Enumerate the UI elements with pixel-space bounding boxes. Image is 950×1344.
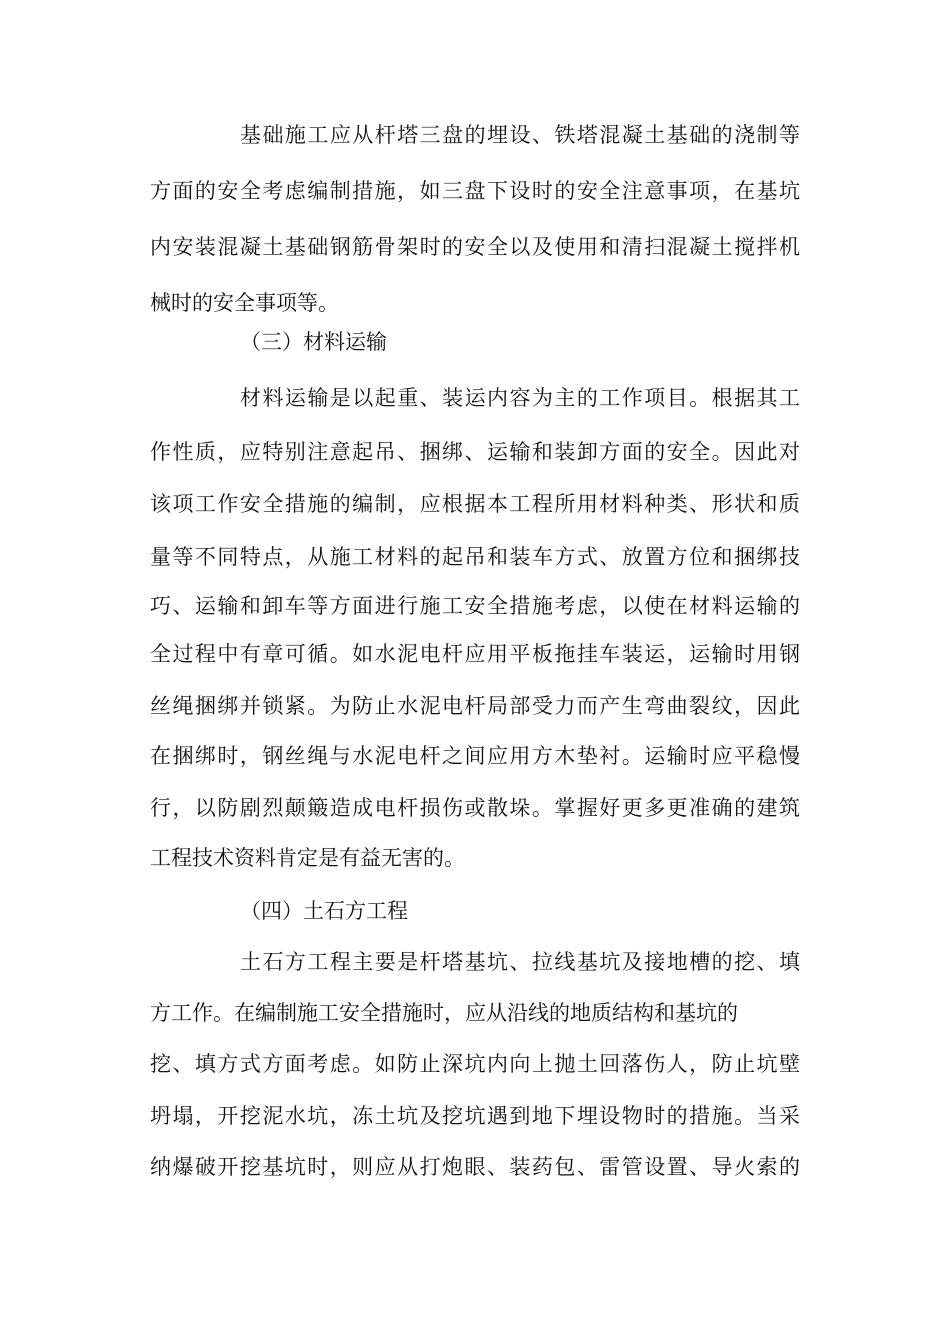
materials-paragraph-line-6: 全过程中有章可循。如水泥电杆应用平板拖挂车装运，运输时用钢 bbox=[150, 642, 800, 666]
section-heading-materials: （三）材料运输 bbox=[240, 330, 387, 354]
foundation-paragraph-line-3: 内安装混凝土基础钢筋骨架时的安全以及使用和清扫混凝土搅拌机 bbox=[150, 235, 800, 259]
section-heading-earthwork: （四）土石方工程 bbox=[240, 899, 408, 923]
foundation-paragraph-line-4: 械时的安全事项等。 bbox=[150, 291, 339, 315]
earthwork-paragraph-line-5: 纳爆破开挖基坑时，则应从打炮眼、装药包、雷管设置、导火索的 bbox=[150, 1155, 800, 1179]
foundation-paragraph-line-2: 方面的安全考虑编制措施，如三盘下设时的安全注意事项，在基坑 bbox=[150, 179, 800, 203]
materials-paragraph-line-3: 该项工作安全措施的编制，应根据本工程所用材料种类、形状和质 bbox=[150, 492, 800, 516]
materials-paragraph-line-7: 丝绳捆绑并锁紧。为防止水泥电杆局部受力而产生弯曲裂纹，因此 bbox=[150, 694, 800, 718]
materials-paragraph-line-9: 行，以防剧烈颠簸造成电杆损伤或散垛。掌握好更多更准确的建筑 bbox=[150, 796, 800, 820]
materials-paragraph-line-5: 巧、运输和卸车等方面进行施工安全措施考虑，以使在材料运输的 bbox=[150, 594, 800, 618]
earthwork-paragraph-line-4: 坍塌，开挖泥水坑，冻土坑及挖坑遇到地下埋设物时的措施。当采 bbox=[150, 1104, 800, 1128]
materials-paragraph-line-4: 量等不同特点，从施工材料的起吊和装车方式、放置方位和捆绑技 bbox=[150, 545, 800, 569]
materials-paragraph-line-2: 作性质，应特别注意起吊、捆绑、运输和装卸方面的安全。因此对 bbox=[150, 440, 800, 464]
foundation-paragraph-line-1: 基础施工应从杆塔三盘的埋设、铁塔混凝土基础的浇制等 bbox=[240, 123, 800, 147]
earthwork-paragraph-line-2: 方工作。在编制施工安全措施时，应从沿线的地质结构和基坑的 bbox=[150, 1001, 738, 1025]
earthwork-paragraph-line-1: 土石方工程主要是杆塔基坑、拉线基坑及接地槽的挖、填 bbox=[240, 950, 800, 974]
earthwork-paragraph-line-3: 挖、填方式方面考虑。如防止深坑内向上抛土回落伤人，防止坑壁 bbox=[150, 1052, 800, 1076]
materials-paragraph-line-8: 在捆绑时，钢丝绳与水泥电杆之间应用方木垫衬。运输时应平稳慢 bbox=[150, 744, 800, 768]
materials-paragraph-line-1: 材料运输是以起重、装运内容为主的工作项目。根据其工 bbox=[240, 386, 800, 410]
materials-paragraph-line-10: 工程技术资料肯定是有益无害的。 bbox=[150, 846, 465, 870]
